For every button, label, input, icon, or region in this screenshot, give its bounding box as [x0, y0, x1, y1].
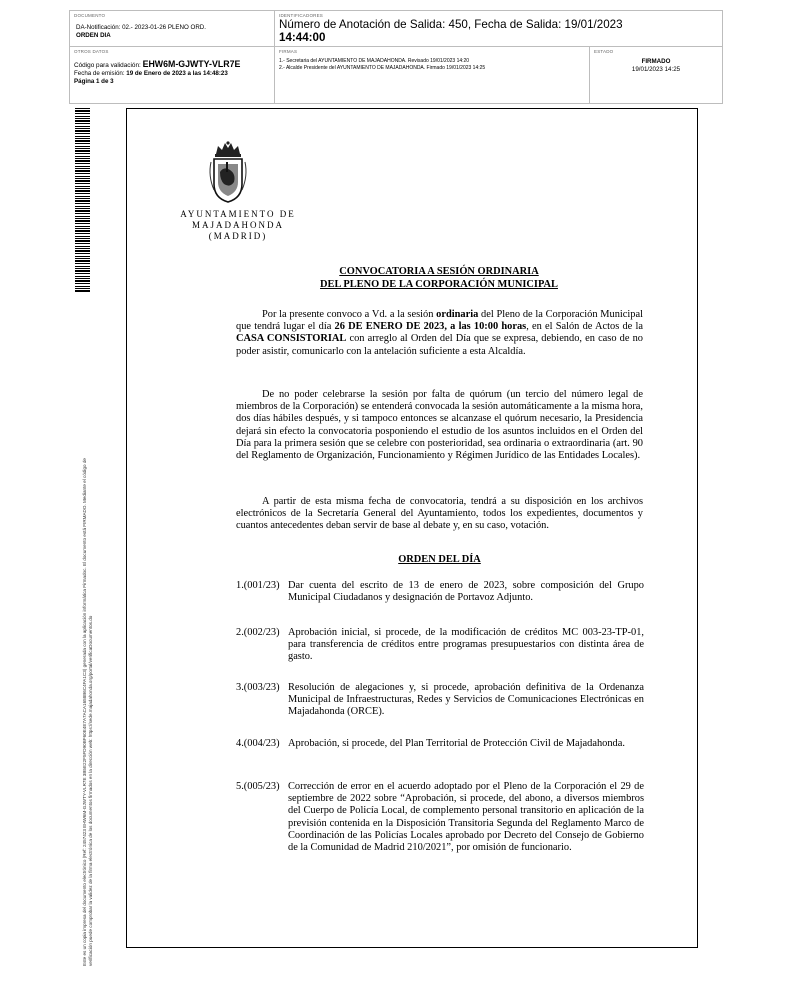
header-identifiers-text: Número de Anotación de Salida: 450, Fecha de Salida: 19/01/2023 — [279, 18, 623, 31]
shield-tree — [226, 162, 228, 172]
crown-top — [226, 141, 229, 144]
signature-1: 1.- Secretaria del AYUNTAMIENTO DE MAJADAHONDA. Revisado 19/01/2023 14:20 — [279, 58, 470, 64]
validation-code: EHW6M-GJWTY-VLR7E — [142, 59, 241, 69]
agenda-item-3-text: Resolución de alegaciones y, si procede, aprobación definitiva de la Ordenanza Municipal de Infraestructuras, Redes y Servicios de Comunicaciones Electrónicas en Majadahonda (ORCE). — [288, 682, 644, 718]
header-other-label: OTROS DATOS — [74, 49, 109, 54]
emission-date: 19 de Enero de 2023 a las 14:48:23 — [126, 70, 228, 77]
paragraph-convocatoria — [236, 309, 643, 358]
agenda-item-5-number: 5.(005/23) — [236, 781, 280, 792]
agenda-item-1-number: 1.(001/23) — [236, 580, 280, 591]
header-identifiers-time: 14:44:00 — [279, 31, 326, 44]
p1-text-g: con arreglo al Orden del Día que se expresa, debiendo, en caso de no poder asistir, comunicarlo con la antelación suficiente a esta Alcaldía. — [236, 333, 644, 357]
side-text-line-1: Este es un copia impresa del documento electrónico (Ref: 2457423 EHW6M-GJWTY-VLR7E 3B5E22F5FD90BF60E4E7A7ACA1658B6C4FA1C3) generada con la aplicación informática Firmadoc. El documento está FIRMADO. Mediante el código de — [82, 458, 87, 966]
p1-date: 26 DE ENERO DE 2023, a las 10:00 horas — [334, 321, 527, 333]
barcode — [75, 108, 90, 293]
p1-text-c: del Pleno de la Corporación Municipal que tendrá lugar el día — [236, 309, 643, 333]
agenda-item-1-text: Dar cuenta del escrito de 13 de enero de 2023, sobre composición del Grupo Municipal Ciudadanos y designación de Portavoz Adjunto. — [288, 580, 644, 604]
header-identifiers-label: IDENTIFICADORES — [279, 13, 324, 18]
agenda-item-4-text: Aprobación, si procede, del Plan Territorial de Protección Civil de Majadahonda. — [288, 738, 625, 749]
header-document-text: DA-Notificación: 02.- 2023-01-26 PLENO ORD. — [76, 24, 206, 31]
page-info: Página 1 de 3 — [74, 78, 114, 85]
orden-del-dia-title: ORDEN DEL DÍA — [398, 554, 481, 565]
letterhead-line-1: AYUNTAMIENTO DE — [180, 209, 296, 219]
p1-text-a: Por la presente convoco a Vd. a la sesión — [262, 309, 437, 320]
header-signatures-cell — [275, 47, 590, 103]
header-signatures-label: FIRMAS — [279, 49, 298, 54]
p1-place: CASA CONSISTORIAL — [236, 333, 347, 345]
crown-shape — [216, 143, 240, 154]
emission-date-prefix: Fecha de emisión: — [74, 70, 125, 77]
agenda-item-5-text: Corrección de error en el acuerdo adoptado por el Pleno de la Corporación el 29 de septiembre de 2022 sobre “Aprobación, si procede, del abono, a diversos miembros del Cuerpo de Policía Local, de complemento personal transitorio en aplicación de la previsión contenida en la Disposición Transitoria Segunda del Reglamento Marco de Coordinación de las Policías Locales aprobado por Decreto del Consejo de Gobierno de la Comunidad de Madrid 210/2021”, por omisión de funcionario. — [288, 781, 644, 854]
header-identifiers-cell — [275, 11, 722, 47]
validation-code-prefix: Código para validación: — [74, 62, 141, 69]
paragraph-quorum: De no poder celebrarse la sesión por falta de quórum (un tercio del número legal de miembros de la Corporación) se entenderá convocada la sesión automáticamente a la misma hora, dos días hábiles después, y si tampoco entonces se alcanzase el quórum necesario, la Presidencia dejará sin efecto la convocatoria posponiendo el estudio de los asuntos incluidos en el Orden del Día para la primera sesión que se celebre con posterioridad, sea ordinaria o extraordinaria (art. 90 del Reglamento de Organización, Funcionamiento y Régimen Jurídico de las Entidades Locales). — [236, 389, 643, 462]
header-other-cell — [70, 47, 275, 103]
coat-of-arms-icon — [206, 140, 250, 206]
status-value: FIRMADO — [641, 58, 671, 65]
signature-2: 2.- Alcalde Presidente del AYUNTAMIENTO DE MAJADAHONDA. Firmado 19/01/2023 14:25 — [279, 65, 486, 71]
paragraph-archivos: A partir de esta misma fecha de convocatoria, tendrá a su disposición en los archivos electrónicos de la Secretaría General del Ayuntamiento, todos los expedientes, documentos y cuantos antecedentes deban servir de base al debate y, en su caso, votación. — [236, 496, 643, 532]
agenda-item-3-number: 3.(003/23) — [236, 682, 280, 693]
header-status-cell — [590, 47, 722, 103]
crown-band — [215, 154, 241, 157]
agenda-item-2-number: 2.(002/23) — [236, 627, 280, 638]
document-title — [126, 265, 752, 291]
header-document-label: DOCUMENTO — [74, 13, 106, 18]
side-text-line-2: verificación puede comprobar la validez de la firma electrónica de los documentos firmados en la dirección web: https://sede.majadahonda.org/portal/verificaDocumentos.do — [88, 615, 93, 966]
title-line-2: DEL PLENO DE LA CORPORACIÓN MUNICIPAL — [320, 279, 558, 290]
letterhead-line-2: MAJADAHONDA — [191, 220, 284, 230]
p1-text-b: ordinaria — [436, 309, 479, 320]
verification-side-text — [82, 301, 94, 966]
status-date: 19/01/2023 14:25 — [631, 66, 681, 73]
agenda-item-2-text: Aprobación inicial, si procede, de la modificación de créditos MC 003-23-TP-01, para transferencia de créditos entre programas presupuestarios con distinta área de gasto. — [288, 627, 644, 663]
p1-text-e: , en el Salón de Actos de la — [526, 321, 643, 333]
header-document-subtext: ORDEN DIA — [76, 32, 111, 39]
letterhead — [133, 209, 343, 242]
header-status-label: ESTADO — [594, 49, 614, 54]
agenda-item-4-number: 4.(004/23) — [236, 738, 280, 749]
document-header — [69, 10, 723, 104]
title-line-1: CONVOCATORIA A SESIÓN ORDINARIA — [339, 266, 539, 277]
header-document-cell — [70, 11, 275, 47]
letterhead-line-3: (MADRID) — [208, 231, 268, 241]
